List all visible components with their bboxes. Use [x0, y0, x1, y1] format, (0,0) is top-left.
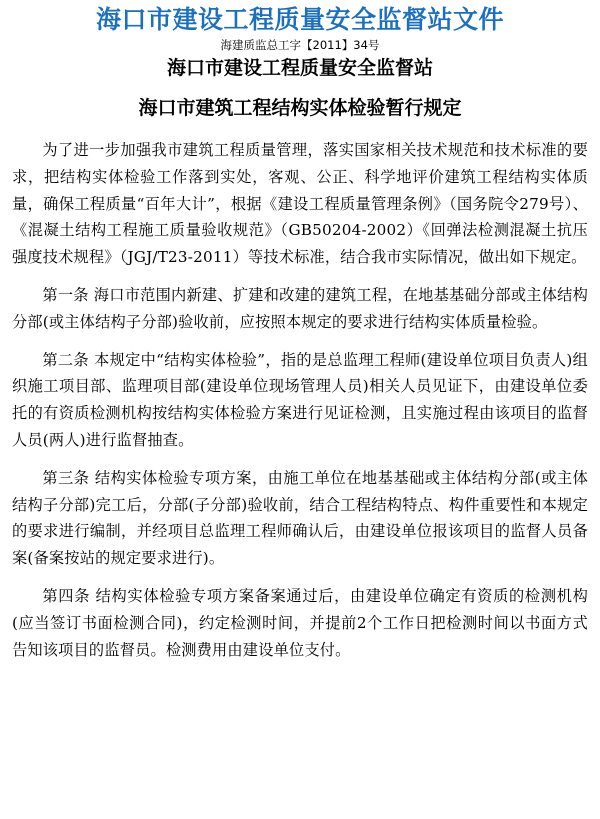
document-number: 海建质监总工字【2011】34号 — [220, 38, 380, 52]
issuing-organization: 海口市建设工程质量安全监督站 — [166, 57, 433, 79]
paragraph-article-4: 第四条 结构实体检验专项方案备案通过后，由建设单位确定有资质的检测机构(应当签订书面检测合同)，约定检测时间，并提前2个工作日把检测时间以书面方式告知该项目的监督员。检测费用由建设单位支付。 — [12, 586, 588, 659]
paragraph-article-1: 第一条 海口市范围内新建、扩建和改建的建筑工程，在地基基础分部或主体结构分部(或主体结构子分部)验收前，应按照本规定的要求进行结构实体质量检验。 — [12, 285, 588, 331]
document-body — [12, 137, 588, 663]
paragraph-article-2: 第二条 本规定中“结构实体检验”，指的是总监理工程师(建设单位项目负责人)组织施工项目部、监理项目部(建设单位现场管理人员)相关人员见证下，由建设单位委托的有资质检测机构按结构实体检验方案进行见证检测，且实施过程由该项目的监督人员(两人)进行监督抽查。 — [12, 350, 588, 449]
document-header-title: 海口市建设工程质量安全监督站文件 — [95, 5, 504, 34]
document-title: 海口市建筑工程结构实体检验暂行规定 — [138, 97, 462, 119]
paragraph-article-3: 第三条 结构实体检验专项方案，由施工单位在地基基础或主体结构分部(或主体结构子分部)完工后，分部(子分部)验收前，结合工程结构特点、构件重要性和本规定的要求进行编制，并经项目总监理工程师确认后，由建设单位报该项目的监督人员备案(备案按站的规定要求进行)。 — [12, 468, 588, 568]
paragraph-preamble: 为了进一步加强我市建筑工程质量管理，落实国家相关技术规范和技术标准的要求，把结构实体检验工作落到实处，客观、公正、科学地评价建筑工程结构实体质量，确保工程质量“百年大计”，根据《建设工程质量管理条例》（国务院令279号）、《混凝土结构工程施工质量验收规范》（GB50204-2002）《回弹法检测混凝土抗压强度技术规程》（JGJ/T23-2011）等技术标准，结合我市实际情况，做出如下规定。 — [12, 141, 588, 267]
